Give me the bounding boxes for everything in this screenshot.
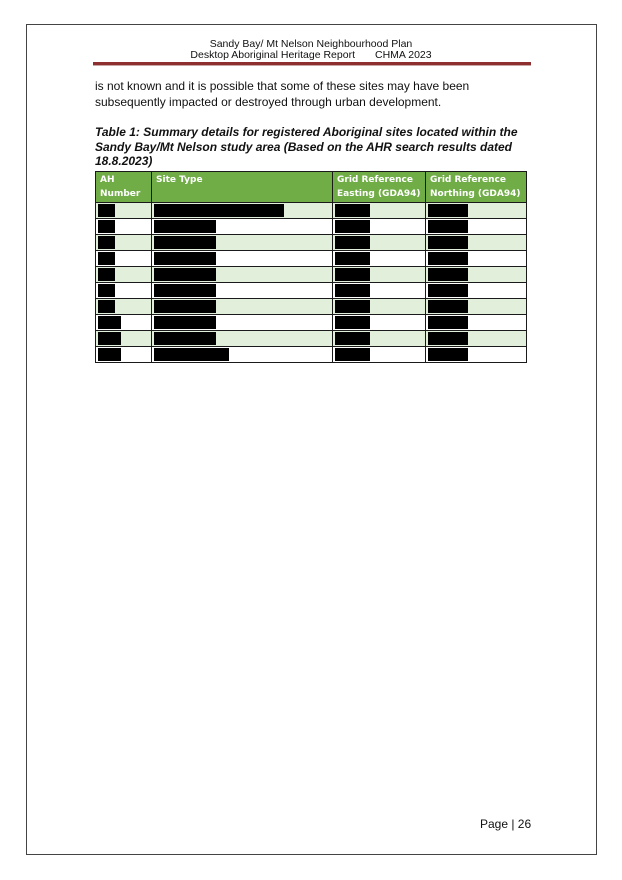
redaction-bar [154,236,216,249]
redaction-bar [428,220,468,233]
redaction-bar [154,220,216,233]
redaction-bar [428,300,468,313]
header-report-line [0,49,622,61]
body-paragraph: is not known and it is possible that some of these sites may have been subsequently impacted or destroyed through urban development. [95,79,470,109]
redaction-bar [428,204,468,217]
table-row [96,347,527,363]
redaction-bar [335,252,370,265]
northing-cell [426,219,527,235]
ah-number-cell [96,267,152,283]
northing-cell [426,235,527,251]
table-caption: Table 1: Summary details for registered Aboriginal sites located within the Sandy Bay/Mt Nelson study area (Based on the AHR search results dated 18.8.2023) [95,125,518,168]
easting-cell [333,219,426,235]
site-type-cell [152,203,333,219]
easting-cell [333,235,426,251]
easting-cell [333,283,426,299]
redaction-bar [154,268,216,281]
redaction-bar [98,316,121,329]
header-report-title: Desktop Aboriginal Heritage Report [190,49,355,61]
table-header-row [96,172,527,203]
easting-cell [333,299,426,315]
redaction-bar [154,284,216,297]
northing-cell [426,347,527,363]
redaction-bar [154,204,284,217]
header-site-type: Site Type [152,172,333,203]
table-row [96,235,527,251]
redaction-bar [98,204,115,217]
redaction-bar [335,220,370,233]
ah-number-cell [96,331,152,347]
redaction-bar [428,316,468,329]
site-type-cell [152,315,333,331]
easting-cell [333,267,426,283]
ah-number-cell [96,347,152,363]
redaction-bar [98,236,115,249]
table-body [96,203,527,363]
redaction-bar [335,348,370,361]
redaction-bar [98,252,115,265]
ah-number-cell [96,283,152,299]
ah-number-cell [96,315,152,331]
redaction-bar [98,284,115,297]
redaction-bar [98,348,121,361]
table-row [96,331,527,347]
northing-cell [426,331,527,347]
redaction-bar [335,236,370,249]
header-divider-shadow [93,65,531,66]
easting-cell [333,315,426,331]
table-row [96,251,527,267]
header-plan-title: Sandy Bay/ Mt Nelson Neighbourhood Plan [209,38,413,50]
redaction-bar [428,348,468,361]
site-type-cell [152,251,333,267]
redaction-bar [154,316,216,329]
redaction-bar [428,236,468,249]
header-grid-northing: Grid Reference Northing (GDA94) [426,172,527,203]
redaction-bar [98,332,121,345]
site-type-cell [152,347,333,363]
redaction-bar [154,300,216,313]
site-type-cell [152,267,333,283]
easting-cell [333,203,426,219]
site-type-cell [152,299,333,315]
site-type-cell [152,283,333,299]
table-row [96,267,527,283]
northing-cell [426,251,527,267]
northing-cell [426,283,527,299]
redaction-bar [98,300,115,313]
table-row [96,219,527,235]
redaction-bar [335,284,370,297]
table-row [96,283,527,299]
table-row [96,203,527,219]
northing-cell [426,299,527,315]
ah-number-cell [96,235,152,251]
northing-cell [426,315,527,331]
easting-cell [333,347,426,363]
easting-cell [333,251,426,267]
redaction-bar [428,268,468,281]
redaction-bar [335,332,370,345]
page-number: Page | 26 [480,817,532,831]
site-type-cell [152,219,333,235]
header-grid-easting: Grid Reference Easting (GDA94) [333,172,426,203]
redaction-bar [98,220,115,233]
sites-table [95,171,527,363]
table-row [96,315,527,331]
redaction-bar [154,252,216,265]
redaction-bar [428,284,468,297]
redaction-bar [428,332,468,345]
table-row [96,299,527,315]
redaction-bar [335,300,370,313]
redaction-bar [335,204,370,217]
ah-number-cell [96,251,152,267]
header-ah-number: AH Number [96,172,152,203]
redaction-bar [154,332,216,345]
ah-number-cell [96,219,152,235]
redaction-bar [154,348,229,361]
northing-cell [426,267,527,283]
redaction-bar [335,316,370,329]
ah-number-cell [96,203,152,219]
redaction-bar [428,252,468,265]
ah-number-cell [96,299,152,315]
redaction-bar [98,268,115,281]
site-type-cell [152,235,333,251]
header-org-year: CHMA 2023 [374,49,432,61]
easting-cell [333,331,426,347]
redaction-bar [335,268,370,281]
site-type-cell [152,331,333,347]
northing-cell [426,203,527,219]
